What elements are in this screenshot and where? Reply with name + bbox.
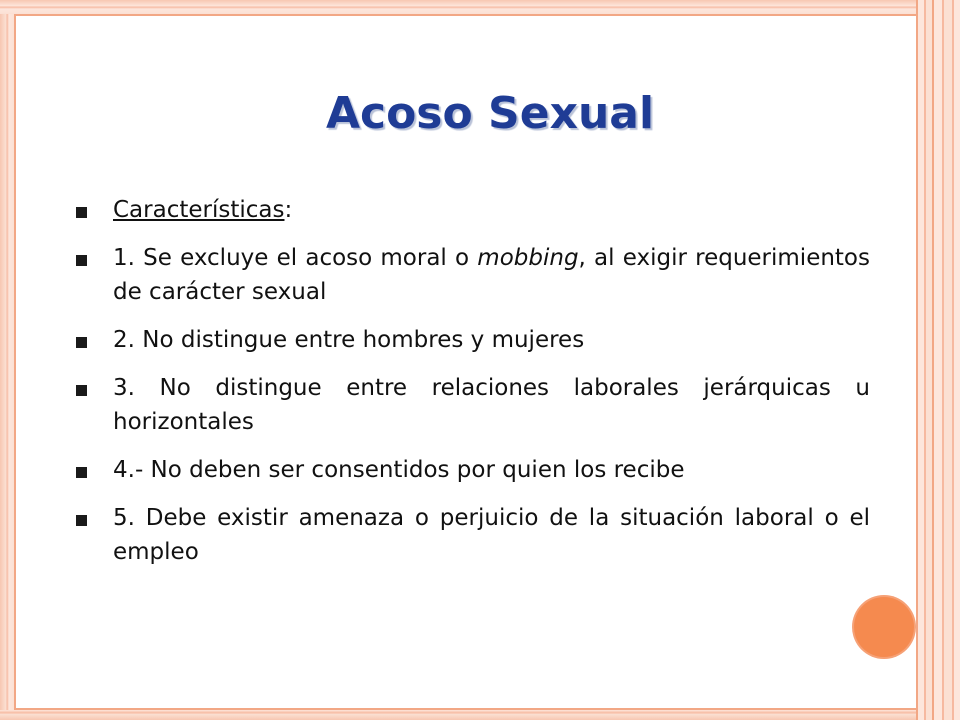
square-bullet-icon — [76, 337, 87, 348]
square-bullet-icon — [76, 515, 87, 526]
frame-right-border — [916, 0, 960, 720]
frame-left-border — [0, 0, 14, 720]
bullet-text: 5. Debe existir amenaza o perjuicio de la situación laboral o el empleo — [113, 505, 870, 565]
bullet-item-5 — [76, 501, 870, 569]
bullet-heading-suffix: : — [284, 197, 293, 223]
bullet-text: 3. No distingue entre relaciones laborales jerárquicas u horizontales — [113, 375, 870, 435]
bullet-list — [76, 193, 870, 583]
orange-circle-icon — [854, 597, 914, 657]
bullet-text-prefix: 1. Se excluye el acoso moral o — [113, 245, 478, 271]
bullet-item-characteristics — [76, 193, 870, 227]
slide-title: Acoso Sexual — [325, 88, 655, 139]
bullet-text-suffix: , al exigir requerimientos de carácter sexual — [113, 245, 870, 305]
square-bullet-icon — [76, 255, 87, 266]
square-bullet-icon — [76, 207, 87, 218]
square-bullet-icon — [76, 467, 87, 478]
bullet-text: 2. No distingue entre hombres y mujeres — [113, 327, 585, 353]
bullet-text-emphasis: mobbing — [477, 245, 579, 271]
bullet-text: 4.- No deben ser consentidos por quien los recibe — [113, 457, 685, 483]
square-bullet-icon — [76, 385, 87, 396]
frame-bottom-line — [14, 708, 917, 710]
bullet-item-3 — [76, 371, 870, 439]
bullet-item-4 — [76, 453, 870, 487]
bullet-heading: Características — [113, 197, 285, 223]
bullet-item-2 — [76, 323, 870, 357]
frame-bottom-border — [0, 710, 930, 720]
frame-left-line — [14, 0, 16, 720]
frame-top-line — [14, 14, 917, 16]
bullet-item-1 — [76, 241, 870, 309]
frame-top-border — [0, 0, 930, 14]
